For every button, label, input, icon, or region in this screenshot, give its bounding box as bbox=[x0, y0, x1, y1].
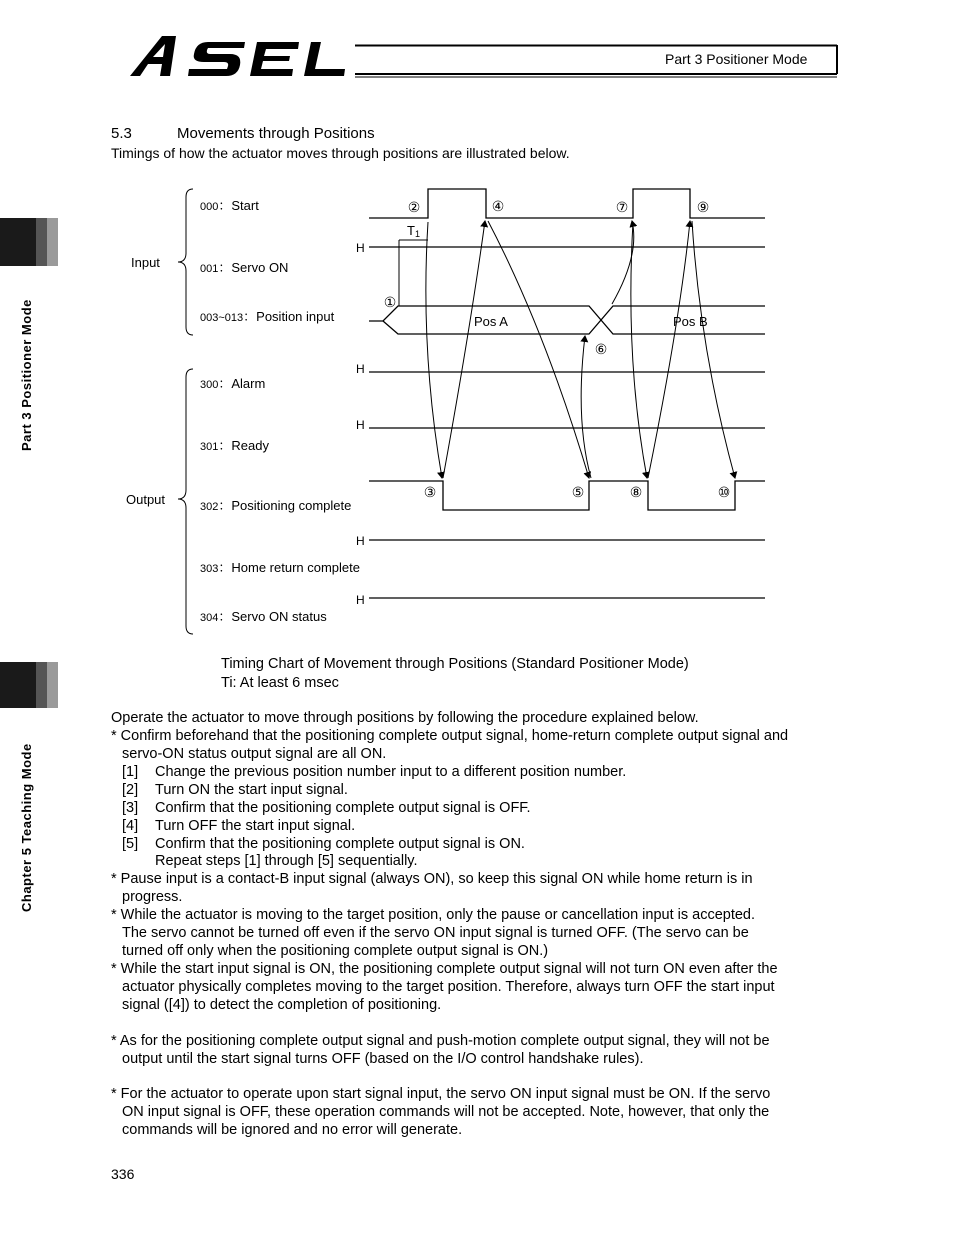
pos-b-label: Pos B bbox=[673, 314, 708, 329]
step-text: Repeat steps [1] through [5] sequentially. bbox=[155, 853, 418, 869]
arrow-complete-to-start-off-1 bbox=[443, 221, 485, 478]
chart-note: Ti: At least 6 msec bbox=[221, 675, 339, 691]
output-brace bbox=[178, 369, 193, 634]
step-marker-1: ① bbox=[383, 294, 397, 310]
wave-position-input-bottom bbox=[383, 306, 765, 334]
h-marker: H bbox=[356, 593, 365, 607]
signal-label-ready: 301：Ready bbox=[200, 438, 269, 453]
body-line: actuator physically completes moving to the target position. Therefore, always turn OFF the start input bbox=[122, 979, 775, 995]
signal-label-start: 000：Start bbox=[200, 198, 259, 213]
arrow-start-to-complete-off-2 bbox=[631, 222, 647, 478]
step-marker-4: ④ bbox=[491, 198, 505, 214]
body-line: The servo cannot be turned off even if the servo ON input signal is turned OFF. (The servo can be bbox=[122, 925, 749, 941]
section-number: 5.3 bbox=[111, 125, 132, 142]
body-line: * As for the positioning complete output signal and push-motion complete output signal, they will not be bbox=[111, 1033, 770, 1049]
side-tab-bottom bbox=[0, 662, 58, 708]
h-marker: H bbox=[356, 241, 365, 255]
body-line: output until the start signal turns OFF (based on the I/O control handshake rules). bbox=[122, 1051, 644, 1067]
step-marker-8: ⑧ bbox=[629, 484, 643, 500]
side-label-chapter: Chapter 5 Teaching Mode bbox=[19, 743, 34, 912]
step-text: Turn OFF the start input signal. bbox=[155, 818, 356, 834]
step-marker-2: ② bbox=[407, 199, 421, 215]
step-number: [4] bbox=[122, 818, 139, 834]
h-marker: H bbox=[356, 418, 365, 432]
body-line: * While the start input signal is ON, the positioning complete output signal will not turn ON even after the bbox=[111, 961, 778, 977]
step-number: [3] bbox=[122, 800, 139, 816]
arrow-start-off-to-complete-on-2 bbox=[692, 221, 735, 478]
body-line: Operate the actuator to move through positions by following the procedure explained below. bbox=[111, 710, 699, 726]
step-number: [5] bbox=[122, 836, 139, 852]
section-title: Movements through Positions bbox=[177, 125, 375, 142]
t1-label: T1 bbox=[407, 223, 420, 239]
step-marker-10: ⑩ bbox=[717, 484, 731, 500]
step-marker-3: ③ bbox=[423, 484, 437, 500]
body-line: servo-ON status output signal are all ON. bbox=[122, 746, 387, 762]
step-marker-5: ⑤ bbox=[571, 484, 585, 500]
h-marker: H bbox=[356, 362, 365, 376]
body-line: * For the actuator to operate upon start signal input, the servo ON input signal must be ON. If the servo bbox=[111, 1086, 771, 1102]
signal-label-servo-on: 001：Servo ON bbox=[200, 260, 289, 275]
signal-label-positioning-complete: 302：Positioning complete bbox=[200, 498, 352, 513]
input-brace bbox=[178, 189, 193, 335]
step-text: Confirm that the positioning complete output signal is OFF. bbox=[155, 800, 531, 816]
step-marker-7: ⑦ bbox=[615, 199, 629, 215]
body-line: turned off only when the positioning complete output signal is ON.) bbox=[122, 943, 549, 959]
arrow-start-off-to-complete-on-1 bbox=[488, 221, 589, 478]
step-number: [2] bbox=[122, 782, 139, 798]
step-text: Turn ON the start input signal. bbox=[155, 782, 348, 798]
section-intro: Timings of how the actuator moves through positions are illustrated below. bbox=[111, 145, 570, 161]
side-label-part: Part 3 Positioner Mode bbox=[19, 299, 34, 451]
body-line: * Pause input is a contact-B input signal (always ON), so keep this signal ON while home return is in bbox=[111, 871, 753, 887]
body-line: ON input signal is OFF, these operation commands will not be accepted. Note, however, that only the bbox=[122, 1104, 770, 1120]
signal-label-position-input: 003~013：Position input bbox=[200, 309, 335, 324]
chart-caption: Timing Chart of Movement through Positions (Standard Positioner Mode) bbox=[221, 656, 689, 672]
h-marker: H bbox=[356, 534, 365, 548]
step-marker-9: ⑨ bbox=[696, 199, 710, 215]
step-marker-6: ⑥ bbox=[594, 341, 608, 357]
body-line: progress. bbox=[122, 889, 183, 905]
arrow-complete-to-start-off-2 bbox=[648, 221, 690, 478]
group-input-label: Input bbox=[131, 255, 160, 270]
signal-label-servo-on-status: 304：Servo ON status bbox=[200, 609, 327, 624]
body-line: * Confirm beforehand that the positioning complete output signal, home-return complete output signal and bbox=[111, 728, 789, 744]
page-number: 336 bbox=[111, 1166, 135, 1182]
pos-a-label: Pos A bbox=[474, 314, 508, 329]
step-text: Change the previous position number input to a different position number. bbox=[155, 764, 627, 780]
step-number: [1] bbox=[122, 764, 139, 780]
body-line: * While the actuator is moving to the target position, only the pause or cancellation input is accepted. bbox=[111, 907, 756, 923]
arrow-start-to-complete-off-1 bbox=[426, 222, 442, 478]
step-text: Confirm that the positioning complete output signal is ON. bbox=[155, 836, 525, 852]
signal-label-home-return-complete: 303：Home return complete bbox=[200, 560, 360, 575]
body-line: commands will be ignored and no error will generate. bbox=[122, 1122, 463, 1138]
group-output-label: Output bbox=[126, 492, 166, 507]
part-title: Part 3 Positioner Mode bbox=[665, 51, 808, 67]
body-line: signal ([4]) to detect the completion of positioning. bbox=[122, 997, 442, 1013]
signal-label-alarm: 300：Alarm bbox=[200, 376, 266, 391]
